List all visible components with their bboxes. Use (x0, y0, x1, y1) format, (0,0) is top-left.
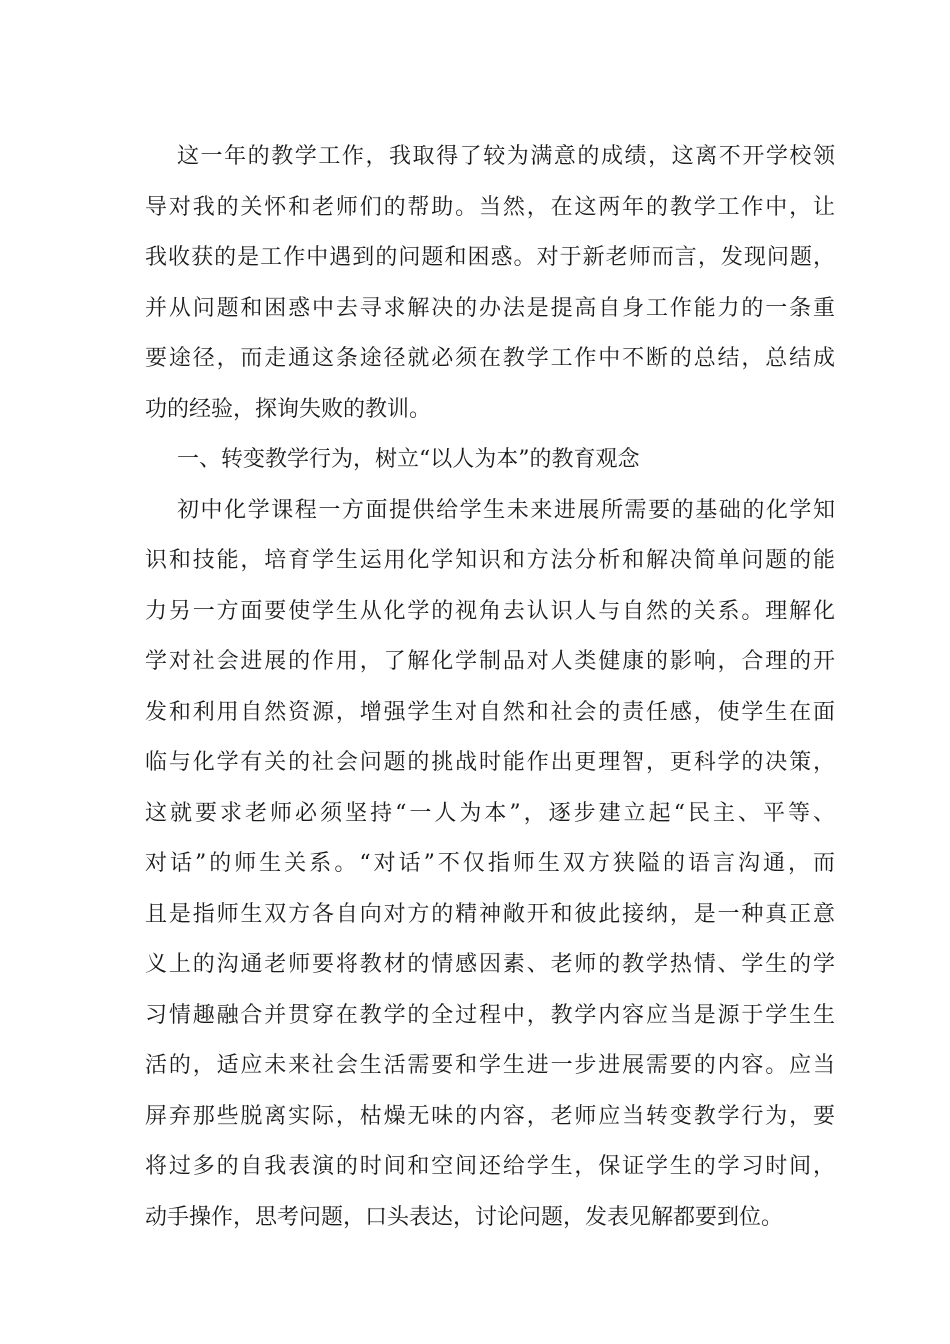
paragraph-line: 活的，适应未来社会生活需要和学生进一步进展需要的内容。应当 (145, 1053, 835, 1078)
paragraph-line: 要途径，而走通这条途径就必须在教学工作中不断的总结，总结成 (145, 346, 835, 371)
paragraph-line: 习情趣融合并贯穿在教学的全过程中，教学内容应当是源于学生生 (145, 1002, 835, 1028)
paragraph-line: 这一年的教学工作，我取得了较为满意的成绩，这离不开学校领 (177, 144, 835, 169)
paragraph-line: 识和技能，培育学生运用化学知识和方法分析和解决简单问题的能 (145, 548, 835, 573)
paragraph-line: 将过多的自我表演的时间和空间还给学生，保证学生的学习时间， (145, 1154, 835, 1179)
paragraph-line: 动手操作，思考问题，口头表达，讨论问题，发表见解都要到位。 (145, 1204, 784, 1230)
paragraph-line: 我收获的是工作中遇到的问题和困惑。对于新老师而言，发现问题， (145, 245, 835, 270)
paragraph-line: 发和利用自然资源，增强学生对自然和社会的责任感，使学生在面 (145, 699, 835, 725)
paragraph-line: 初中化学课程一方面提供给学生未来进展所需要的基础的化学知 (177, 497, 835, 523)
paragraph-line: 这就要求老师必须坚持“一人为本”，逐步建立起“民主、平等、 (145, 800, 835, 826)
paragraph-line: 导对我的关怀和老师们的帮助。当然，在这两年的教学工作中，让 (145, 194, 835, 220)
document-body (145, 132, 835, 1243)
paragraph-line: 功的经验，探询失败的教训。 (145, 396, 432, 422)
paragraph-1 (145, 132, 835, 435)
paragraph-line: 力另一方面要使学生从化学的视角去认识人与自然的关系。理解化 (145, 598, 835, 624)
paragraph-line: 义上的沟通老师要将教材的情感因素、老师的教学热情、学生的学 (145, 952, 835, 977)
paragraph-line: 且是指师生双方各自向对方的精神敞开和彼此接纳，是一种真正意 (145, 901, 835, 927)
paragraph-line: 临与化学有关的社会问题的挑战时能作出更理智，更科学的决策， (145, 750, 835, 775)
paragraph-2 (145, 486, 835, 1244)
paragraph-line: 并从问题和困惑中去寻求解决的办法是提高自身工作能力的一条重 (145, 295, 835, 321)
paragraph-line: 对话”的师生关系。“对话”不仅指师生双方狭隘的语言沟通，而 (145, 851, 835, 876)
section-heading: 一、转变教学行为，树立“以人为本”的教育观念 (177, 447, 640, 472)
paragraph-line: 学对社会进展的作用，了解化学制品对人类健康的影响，合理的开 (145, 649, 835, 674)
paragraph-line: 屏弃那些脱离实际，枯燥无味的内容，老师应当转变教学行为，要 (145, 1103, 835, 1129)
